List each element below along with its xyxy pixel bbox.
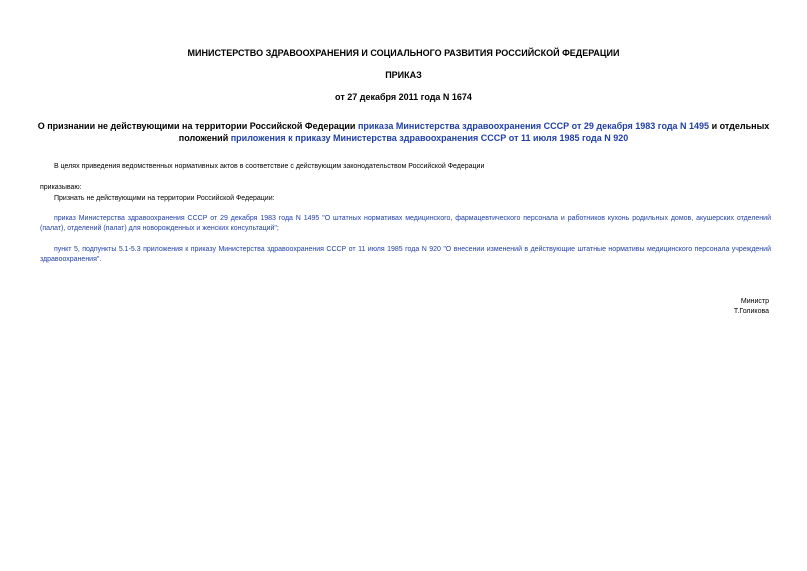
recognize-paragraph: Признать не действующими на территории Российской Федерации:: [54, 195, 275, 202]
title-prefix: О признании не действующими на территории Российской Федерации: [37, 121, 358, 131]
document-title: [30, 120, 777, 144]
title-link-order-1495[interactable]: приказа Министерства здравоохранения СССР от 29 декабря 1983 года N 1495: [357, 121, 710, 131]
title-link-order-920[interactable]: приложения к приказу Министерства здравоохранения СССР от 11 июля 1985 года N 920: [230, 133, 629, 143]
signer-name: Т.Голикова: [733, 308, 769, 315]
document-type: ПРИКАЗ: [385, 70, 422, 80]
order-word-paragraph: приказываю:: [40, 184, 82, 191]
ministry-heading: МИНИСТЕРСТВО ЗДРАВООХРАНЕНИЯ И СОЦИАЛЬНОГО РАЗВИТИЯ РОССИЙСКОЙ ФЕДЕРАЦИИ: [187, 48, 620, 58]
title-middle: и отдельных положений: [178, 121, 770, 143]
item-link-order-920[interactable]: пункт 5, подпункты 5.1-5.3 приложения к приказу Министерства здравоохранения СССР от 11 июля 1985 года N 920 "О внесении изменений в действующие штатные нормативы медицинского персонала учреждений здравоохранения".: [40, 246, 771, 263]
purpose-paragraph: В целях приведения ведомственных нормативных актов в соответствие с действующим законодательством Российской Федерации: [54, 163, 485, 170]
item-link-order-1495[interactable]: приказ Министерства здравоохранения СССР от 29 декабря 1983 года N 1495 "О штатных нормативах медицинского, фармацевтического персонала и работников кухонь родильных домов, акушерских отделений (палат), отделений (палат) для новорожденных и женских консультаций";: [40, 215, 771, 232]
document-date-number: от 27 декабря 2011 года N 1674: [335, 92, 472, 102]
signer-title: Министр: [740, 298, 769, 305]
